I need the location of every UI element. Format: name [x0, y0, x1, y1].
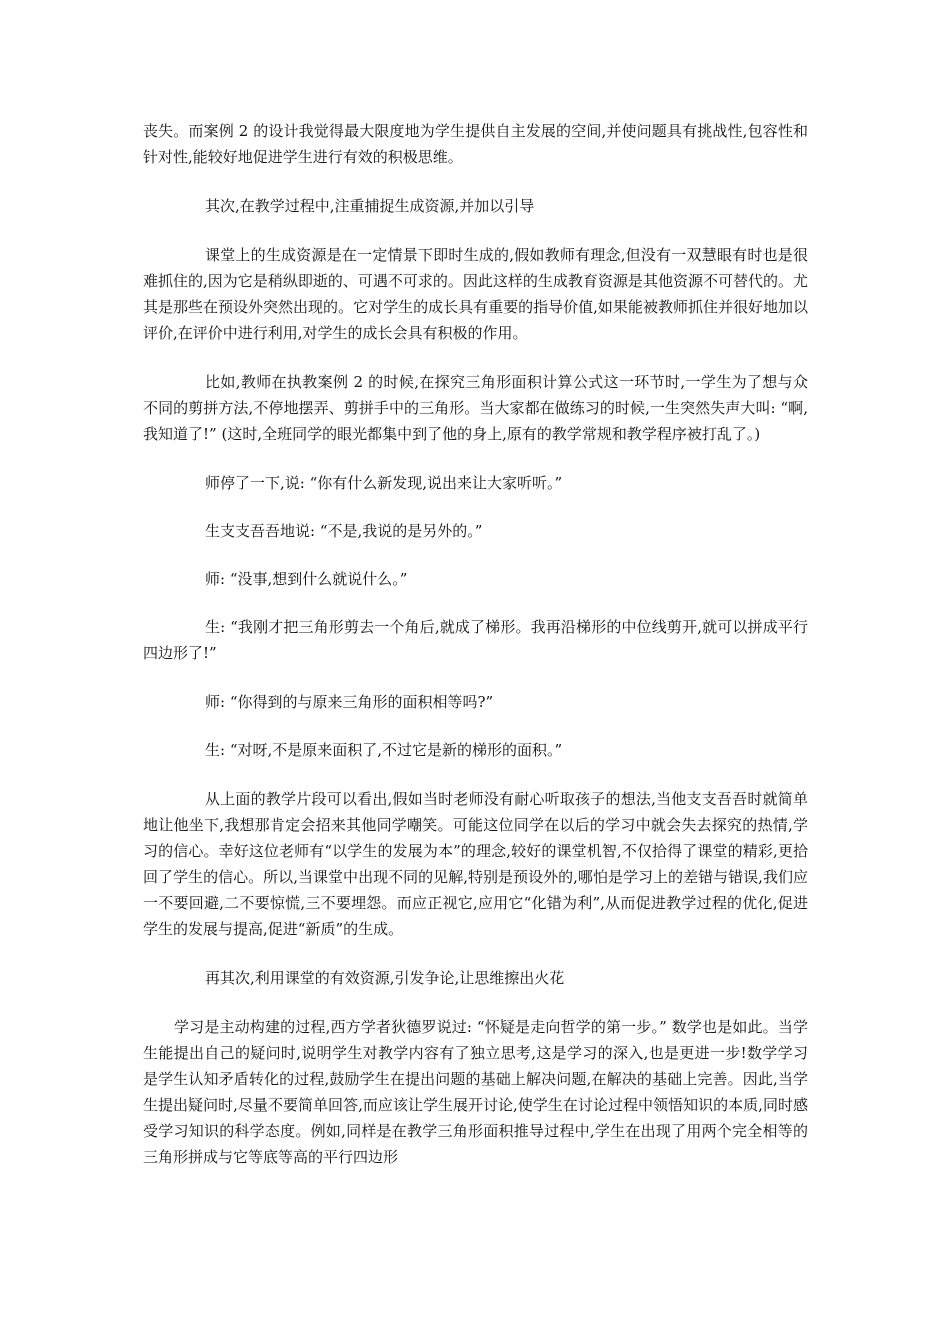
- dialogue-line-3: 师: “没事,想到什么就说什么。”: [205, 570, 408, 588]
- dialogue-line-6: 生: “对呀,不是原来面积了,不过它是新的梯形的面积。”: [205, 741, 563, 759]
- paragraph-1: 丧失。而案例 2 的设计我觉得最大限度地为学生提供自主发展的空间,并使问题具有挑战性,包容性和针对性,能较好地促进学生进行有效的积极思维。: [143, 122, 808, 166]
- document-page: [143, 118, 808, 1193]
- paragraph-4: 比如,教师在执教案例 2 的时候,在探究三角形面积计算公式这一环节时,一学生为了想与众不同的剪拼方法,不停地摆弄、剪拼手中的三角形。当大家都在做练习的时候,一生突然失声大叫: “啊,我知道了!” (这时,全班同学的眼光都集中到了他的身上,原有的教学常规和教学程序被打乱了。): [143, 373, 808, 443]
- dialogue-line-5: 师: “你得到的与原来三角形的面积相等吗?”: [205, 693, 494, 711]
- paragraph-11: 从上面的教学片段可以看出,假如当时老师没有耐心听取孩子的想法,当他支支吾吾时就简单地让他坐下,我想那肯定会招来其他同学嘲笑。可能这位同学在以后的学习中就会失去探究的热情,学习的信心。幸好这位老师有“以学生的发展为本”的理念,较好的课堂机智,不仅拾得了课堂的精彩,更拾回了学生的信心。所以,当课堂中出现不同的见解,特别是预设外的,哪怕是学习上的差错与错误,我们应一不要回避,二不要惊慌,三不要埋怨。而应正视它,应用它“化错为利”,从而促进教学过程的优化,促进学生的发展与提高,促进“新质”的生成。: [143, 790, 808, 938]
- section-heading-2: 其次,在教学过程中,注重捕捉生成资源,并加以引导: [205, 197, 535, 215]
- paragraph-3: 课堂上的生成资源是在一定情景下即时生成的,假如教师有理念,但没有一双慧眼有时也是很难抓住的,因为它是稍纵即逝的、可遇不可求的。因此这样的生成教育资源是其他资源不可替代的。尤其是那些在预设外突然出现的。它对学生的成长具有重要的指导价值,如果能被教师抓住并很好地加以评价,在评价中进行利用,对学生的成长会具有积极的作用。: [143, 246, 808, 342]
- section-heading-12: 再其次,利用课堂的有效资源,引发争论,让思维擦出火花: [205, 969, 565, 987]
- dialogue-line-4: 生: “我刚才把三角形剪去一个角后,就成了梯形。我再沿梯形的中位线剪开,就可以拼成平行四边形了!”: [143, 618, 808, 662]
- dialogue-line-2: 生支支吾吾地说: “不是,我说的是另外的。”: [205, 522, 483, 540]
- paragraph-13: 学习是主动构建的过程,西方学者狄德罗说过: “怀疑是走向哲学的第一步。” 数学也是如此。当学生能提出自己的疑问时,说明学生对教学内容有了独立思考,这是学习的深入,也是更进一步!数学学习是学生认知矛盾转化的过程,鼓励学生在提出问题的基础上解决问题,在解决的基础上完善。因此,当学生提出疑问时,尽量不要简单回答,而应该让学生展开讨论,使学生在讨论过程中领悟知识的本质,同时感受学习知识的科学态度。例如,同样是在教学三角形面积推导过程中,学生在出现了用两个完全相等的三角形拼成与它等底等高的平行四边形: [143, 1018, 808, 1166]
- dialogue-line-1: 师停了一下,说: “你有什么新发现,说出来让大家听听。”: [205, 474, 563, 492]
